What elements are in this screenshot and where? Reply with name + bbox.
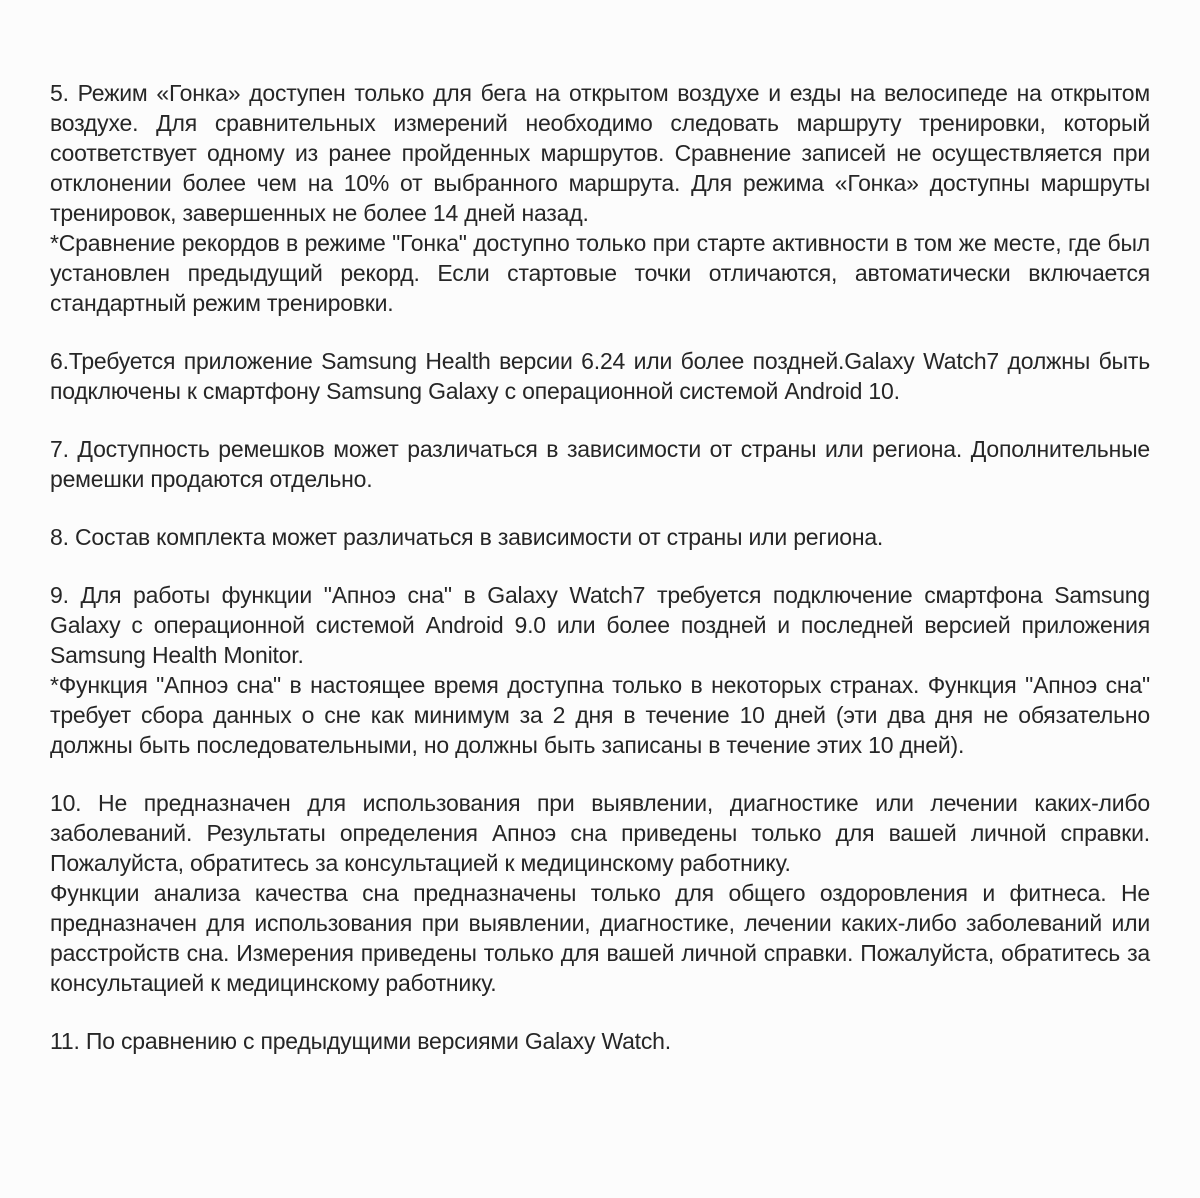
paragraph-item-9-note: *Функция "Апноэ сна" в настоящее время доступна только в некоторых странах. Функция "Апноэ сна" требует сбора данных о сне как минимум за 2 дня в течение 10 дней (эти два дня не обязательно должны быть последовательными, но должны быть записаны в течение этих 10 дней).	[50, 672, 1150, 758]
paragraph-item-10-note: Функции анализа качества сна предназначены только для общего оздоровления и фитнеса. Не предназначен для использования при выявлении, диагностике, лечении каких-либо заболеваний или расстройств сна. Измерения приведены только для вашей личной справки. Пожалуйста, обратитесь за консультацией к медицинскому работнику.	[50, 880, 1150, 996]
paragraph-item-11: 11. По сравнению с предыдущими версиями Galaxy Watch.	[50, 1028, 671, 1054]
footnotes-text-block	[50, 78, 1150, 1056]
paragraph-item-10: 10. Не предназначен для использования при выявлении, диагностике или лечении каких-либо заболеваний. Результаты определения Апноэ сна приведены только для вашей личной справки. Пожалуйста, обратитесь за консультацией к медицинскому работнику.	[50, 790, 1150, 876]
paragraph-item-9: 9. Для работы функции "Апноэ сна" в Galaxy Watch7 требуется подключение смартфона Samsung Galaxy с операционной системой Android 9.0 или более поздней и последней версией приложения Samsung Health Monitor.	[50, 582, 1150, 668]
paragraph-item-8: 8. Состав комплекта может различаться в зависимости от страны или региона.	[50, 524, 884, 550]
paragraph-item-5: 5. Режим «Гонка» доступен только для бега на открытом воздухе и езды на велосипеде на открытом воздухе. Для сравнительных измерений необходимо следовать маршруту тренировки, который соответствует одному из ранее пройденных маршрутов. Сравнение записей не осуществляется при отклонении более чем на 10% от выбранного маршрута. Для режима «Гонка» доступны маршруты тренировок, завершенных не более 14 дней назад.	[50, 80, 1150, 226]
paragraph-item-7: 7. Доступность ремешков может различаться в зависимости от страны или региона. Дополнительные ремешки продаются отдельно.	[50, 436, 1150, 492]
paragraph-item-5-note: *Сравнение рекордов в режиме "Гонка" доступно только при старте активности в том же месте, где был установлен предыдущий рекорд. Если стартовые точки отличаются, автоматически включается стандартный режим тренировки.	[50, 230, 1150, 316]
paragraph-item-6: 6.Требуется приложение Samsung Health версии 6.24 или более поздней.Galaxy Watch7 должны быть подключены к смартфону Samsung Galaxy с операционной системой Android 10.	[50, 348, 1150, 404]
